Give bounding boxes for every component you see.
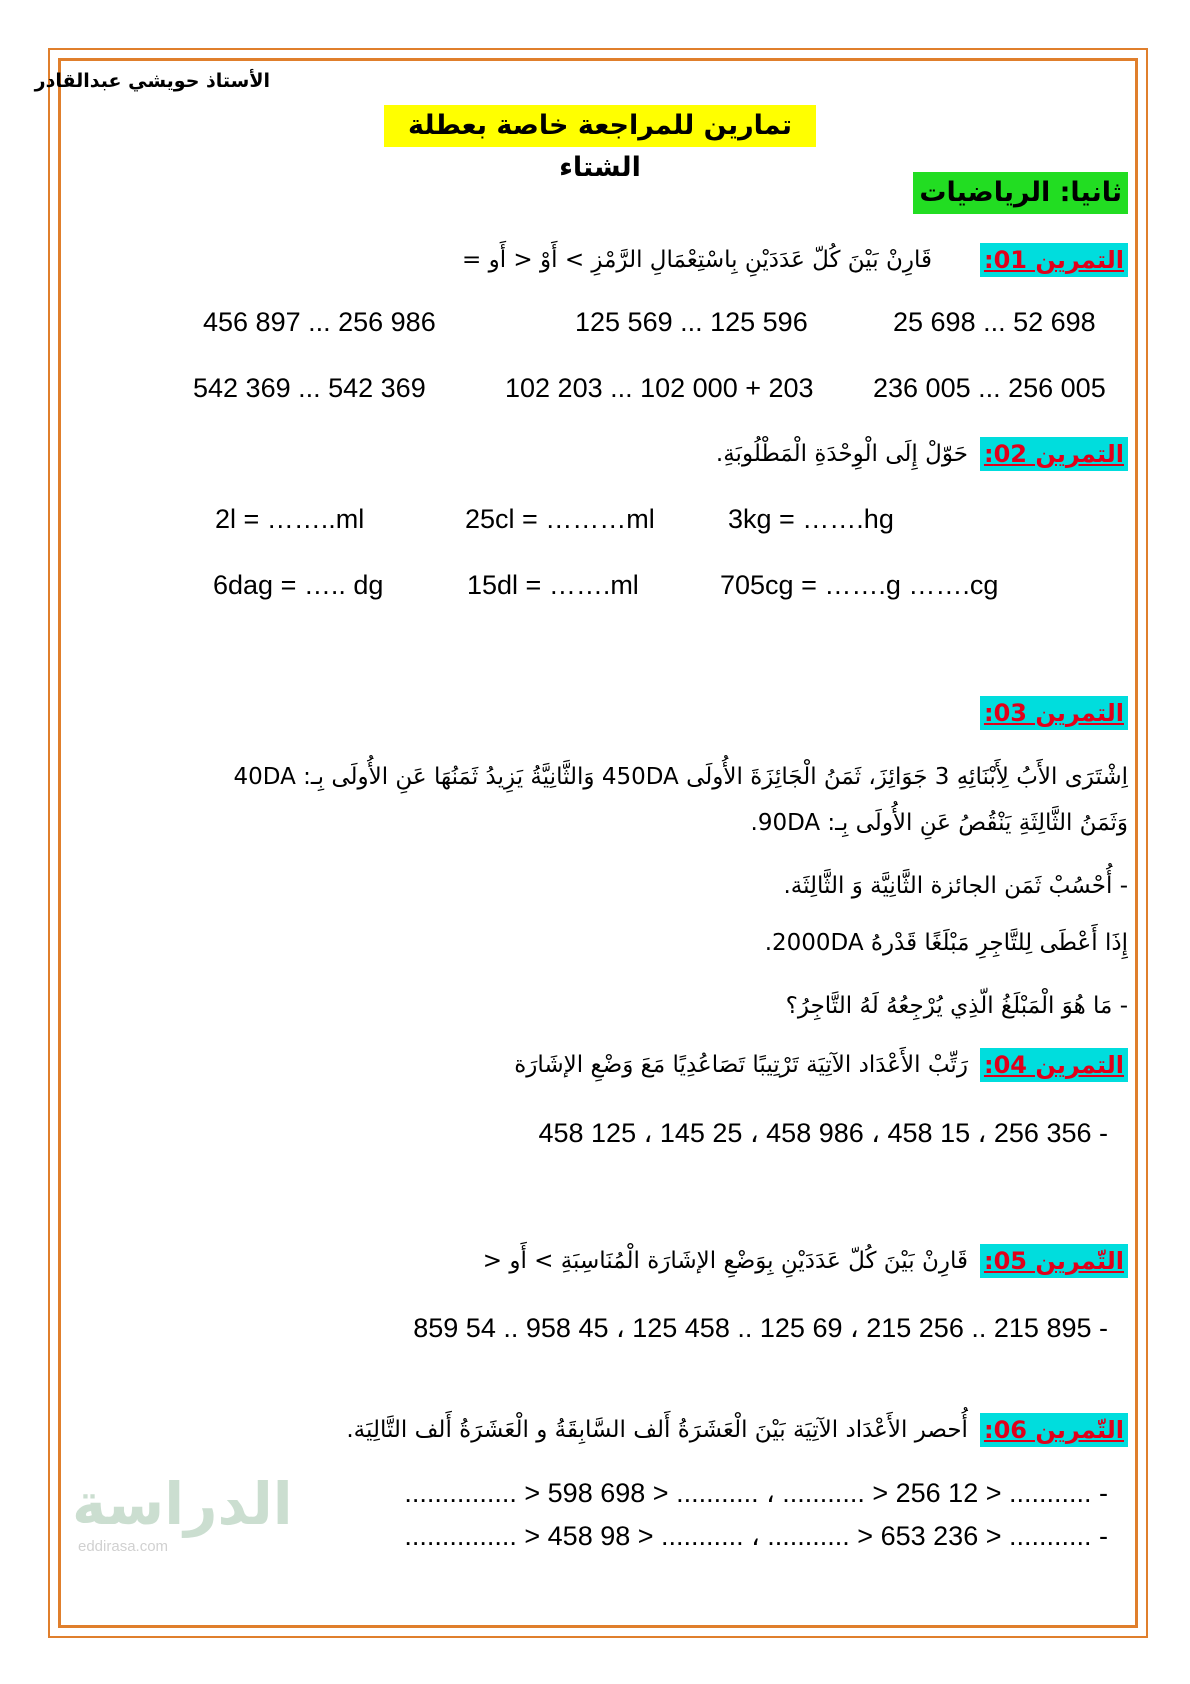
exercise-03-header bbox=[980, 696, 1128, 730]
exercise-06-label: التّمرين 06: bbox=[980, 1413, 1128, 1447]
ordering-numbers: - 356 256 ، 15 458 ، 986 458 ، 25 145 ، 125 458 bbox=[538, 1118, 1108, 1148]
conversion-item: 705cg = …….g …….cg bbox=[720, 570, 999, 600]
watermark-text: الدراسة bbox=[72, 1470, 293, 1538]
exercise-06-instruction: أُحصر الأَعْدَاد الآتِيَة بَيْنَ الْعَشَرَةُ أَلف السَّابِقَةُ و الْعَشَرَةُ أَلف التَّالِيَة. bbox=[346, 1417, 968, 1443]
conversion-item: 15dl = …….ml bbox=[467, 570, 639, 600]
exercise-03-question-1: - أُحْسُبْ ثَمَن الجائزة الثَّانِيَّة وَ الثَّالِثَة. bbox=[783, 873, 1128, 899]
exercise-02-instruction: حَوّلْ إِلَى الْوِحْدَةِ الْمَطْلُوبَةِ. bbox=[715, 441, 968, 467]
watermark-url: eddirasa.com bbox=[78, 1538, 169, 1555]
exercise-03-label: التمرين 03: bbox=[980, 696, 1128, 730]
conversion-item: 3kg = …….hg bbox=[728, 504, 894, 534]
comparison-item: 456 897 ... 256 986 bbox=[203, 307, 436, 337]
exercise-01-instruction: قَارِنْ بَيْنَ كُلّ عَدَدَيْنِ بِاسْتِعْمَالِ الرَّمْزِ > أَوْ < أَو = bbox=[462, 247, 932, 273]
conversion-item: 6dag = ….. dg bbox=[213, 570, 384, 600]
bounding-row-2: - ........... < 236 653 < ........... ، ........... < 98 458 < ............... bbox=[404, 1521, 1108, 1551]
exercise-05-header bbox=[483, 1244, 1128, 1278]
exercise-05-instruction: قَارِنْ بَيْنَ كُلّ عَدَدَيْنِ بِوَضْعِ الإشَارَة الْمُنَاسِبَةِ > أَو < bbox=[482, 1248, 968, 1274]
exercise-04-instruction: رَتِّبْ الأَعْدَاد الآتِيَة تَرْتِيبًا تَصَاعُدِيًا مَعَ وَضْعِ الإشَارَة bbox=[514, 1052, 968, 1078]
exercise-01-label: التمرين 01: bbox=[980, 243, 1128, 277]
comparison-numbers: - 895 215 .. 256 215 ، 69 125 .. 458 125 ، 45 958 .. 54 859 bbox=[413, 1313, 1108, 1343]
exercise-04-header bbox=[514, 1048, 1128, 1082]
exercise-03-statement-line3: إِذَا أَعْطَى لِلتَّاجِرِ مَبْلَغًا قَدْرهُ 2000DA. bbox=[764, 930, 1128, 956]
exercise-02-label: التمرين 02: bbox=[980, 437, 1128, 471]
exercise-03-statement-line2: وَثَمَنُ الثَّالِثَةِ يَنْقُصُ عَنِ الأُولَى بِـ: 90DA. bbox=[750, 810, 1128, 836]
exercise-04-label: التمرين 04: bbox=[980, 1048, 1128, 1082]
comparison-item: 25 698 ... 52 698 bbox=[893, 307, 1096, 337]
page-title: تمارين للمراجعة خاصة بعطلة الشتاء bbox=[384, 105, 816, 147]
bounding-row-1: - ........... < 12 256 < ........... ، ........... < 698 598 < ............... bbox=[404, 1478, 1108, 1508]
exercise-02-header bbox=[716, 437, 1128, 471]
comparison-item: 542 369 ... 542 369 bbox=[193, 373, 426, 403]
exercise-01-header bbox=[462, 243, 1128, 277]
teacher-name: الأستاذ حويشي عبدالقادر bbox=[34, 70, 270, 92]
section-heading: ثانيا: الرياضيات bbox=[913, 172, 1128, 214]
comparison-item: 236 005 ... 256 005 bbox=[873, 373, 1106, 403]
exercise-06-header bbox=[346, 1413, 1128, 1447]
comparison-item: 125 569 ... 125 596 bbox=[575, 307, 808, 337]
page-border-inner bbox=[58, 58, 1138, 1628]
site-watermark-logo bbox=[72, 1470, 293, 1560]
exercise-03-question-2: - مَا هُوَ الْمَبْلَغُ الّذِي يُرْجِعُهُ لَهُ التَّاجِرُ؟ bbox=[785, 993, 1128, 1019]
comparison-item: 102 203 ... 102 000 + 203 bbox=[505, 373, 814, 403]
exercise-03-statement-line1: اِشْتَرَى الأَبُ لِأَبْنَائِهِ 3 جَوَائِزَ، ثَمَنُ الْجَائِزَةَ الأُولَى 450DA وَالثَّانِيَّةُ يَزِيدُ ثَمَنُهَا عَنِ الأُولَى بِـ: 40DA bbox=[233, 764, 1128, 790]
exercise-05-label: التّمرين 05: bbox=[980, 1244, 1128, 1278]
conversion-item: 2l = ……..ml bbox=[215, 504, 365, 534]
conversion-item: 25cl = ………ml bbox=[465, 504, 655, 534]
